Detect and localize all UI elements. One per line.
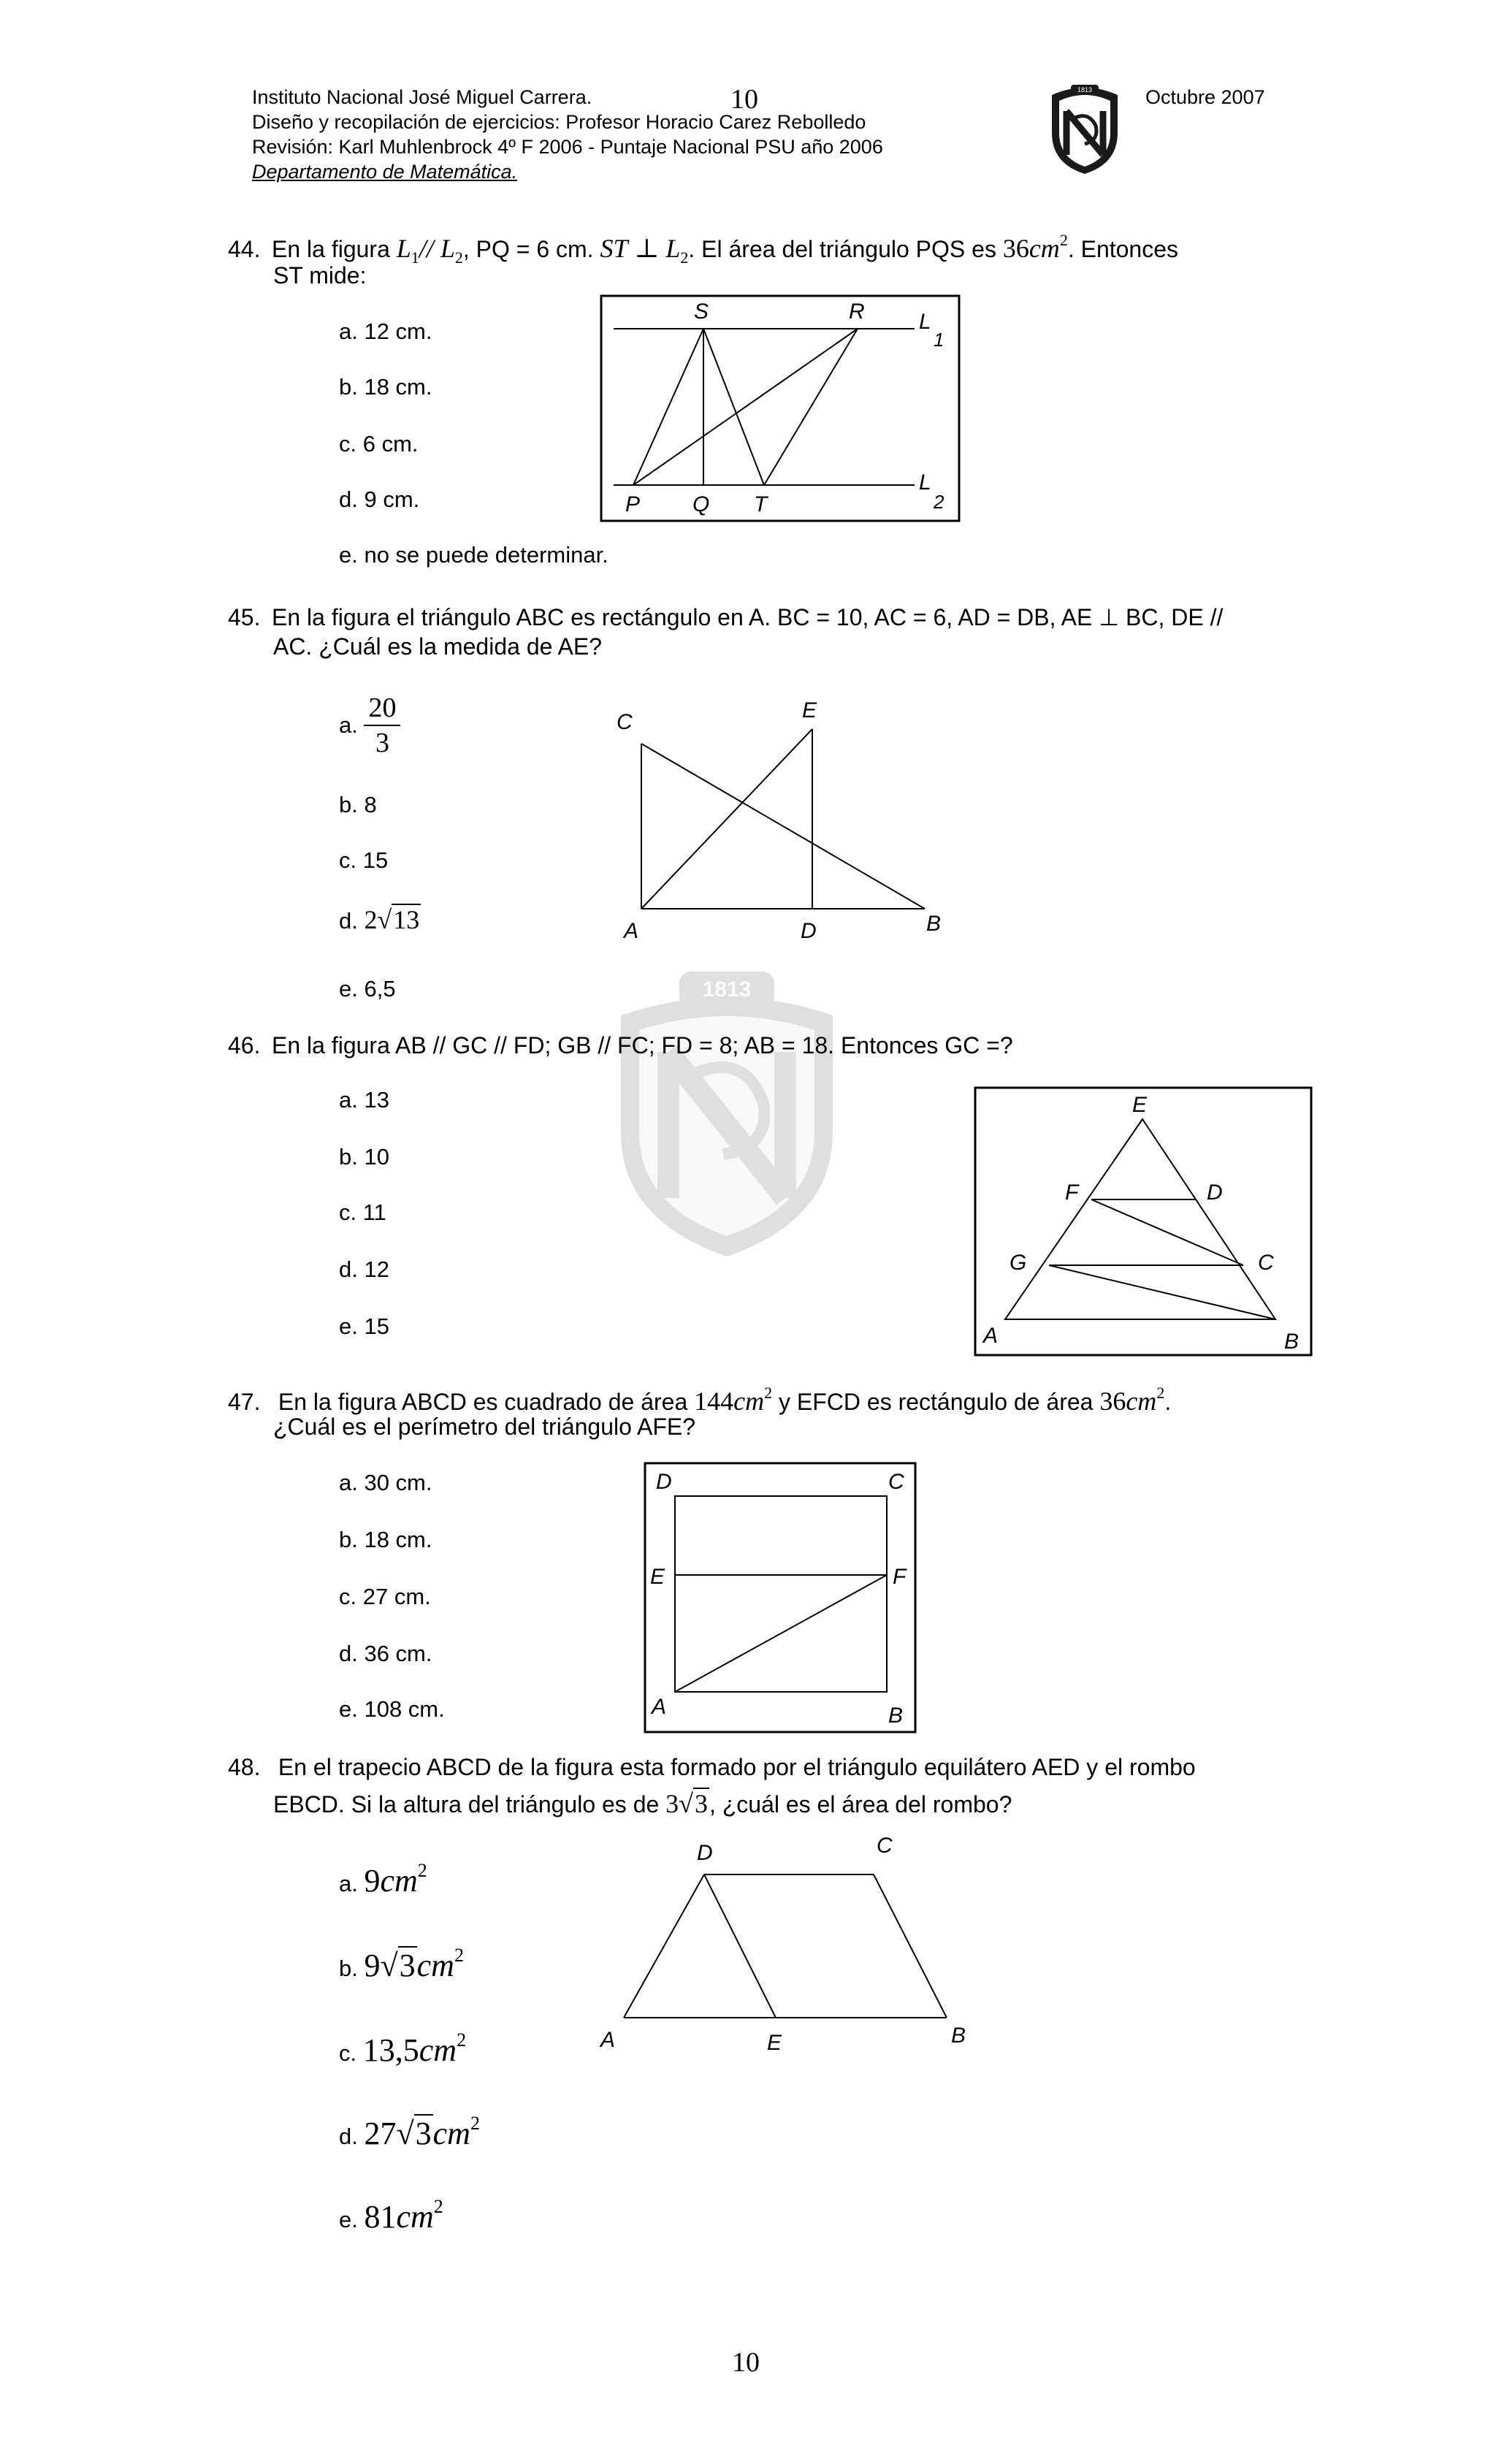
- watermark-year: 1813: [702, 977, 752, 1002]
- label-e: E: [650, 1565, 665, 1589]
- q45-option-b: b. 8: [339, 792, 377, 817]
- q44-figure-frame: [601, 296, 959, 521]
- label-f: F: [1065, 1180, 1079, 1205]
- label-a: A: [600, 2028, 616, 2052]
- label-q: Q: [692, 492, 710, 516]
- label-l1: L: [919, 310, 931, 334]
- triangle-eab: [1005, 1119, 1275, 1319]
- label-a: A: [624, 919, 639, 943]
- segment-af: [675, 1575, 887, 1692]
- segment-tr: [764, 329, 858, 485]
- q48-option-c: c. $13,5cm^2$: [339, 2029, 467, 2068]
- q47-option-a: a. 30 cm.: [339, 1470, 432, 1495]
- q45-option-c: c. 15: [339, 847, 389, 873]
- watermark-logo-icon: [606, 972, 847, 1264]
- label-c: C: [888, 1470, 904, 1494]
- label-g: G: [1010, 1251, 1027, 1275]
- label-d: D: [697, 1841, 713, 1865]
- segment-ae: [641, 729, 812, 909]
- label-e: E: [1132, 1093, 1148, 1117]
- label-e: E: [767, 2031, 782, 2055]
- q46-option-a: a. 13: [339, 1087, 389, 1113]
- q48-option-e: e. $81cm^2$: [339, 2196, 443, 2235]
- label-s: S: [694, 300, 709, 324]
- label-l2: L: [919, 470, 931, 495]
- label-d: D: [801, 919, 817, 943]
- q45-statement-line2: AC. ¿Cuál es la medida de AE?: [273, 633, 603, 660]
- label-b: B: [888, 1704, 904, 1728]
- header-author: Diseño y recopilación de ejercicios: Profesor Horacio Carez Rebolledo: [252, 111, 866, 133]
- school-logo-icon: [1045, 82, 1125, 177]
- label-d: D: [1207, 1180, 1223, 1205]
- q45-sqrt: √13: [377, 905, 420, 934]
- q46-statement: 46. En la figura AB // GC // FD; GB // FC; FD = 8; AB = 18. Entonces GC =?: [228, 1029, 1013, 1062]
- q44-number: 44.: [228, 236, 261, 262]
- page-number-top: 10: [730, 84, 758, 115]
- q47-option-c: c. 27 cm.: [339, 1584, 431, 1609]
- segment-ps: [633, 329, 703, 485]
- q47-figure: [644, 1462, 916, 1733]
- label-b: B: [951, 2024, 966, 2048]
- segment-cb: [874, 1874, 947, 2018]
- segment-fc: [1091, 1199, 1243, 1265]
- header-revision: Revisión: Karl Muhlenbrock 4º F 2006 - Puntaje Nacional PSU año 2006: [252, 136, 883, 158]
- q47-option-b: b. 18 cm.: [339, 1527, 432, 1552]
- q45-option-d: d. 2√13: [339, 905, 420, 934]
- q46-figure: [974, 1087, 1312, 1356]
- label-p: P: [625, 492, 641, 516]
- header-date: Octubre 2007: [1145, 86, 1265, 108]
- segment-st: [703, 329, 764, 485]
- q48-number: 48.: [228, 1754, 261, 1780]
- q48-option-a: a. $9cm^2$: [339, 1860, 427, 1899]
- label-d: D: [656, 1470, 672, 1494]
- q46-number: 46.: [228, 1032, 261, 1059]
- q47-statement-line2: ¿Cuál es el perímetro del triángulo AFE?: [273, 1414, 696, 1440]
- q48-height-sqrt: √3: [679, 1789, 708, 1818]
- q46-option-b: b. 10: [339, 1144, 389, 1170]
- q44-option-c: c. 6 cm.: [339, 431, 419, 457]
- q48-statement-line2: EBCD. Si la altura del triángulo es de 3√3, ¿cuál es el área del rombo?: [273, 1787, 1012, 1821]
- q48-statement: 48. En el trapecio ABCD de la figura esta formado por el triángulo equilátero AED y el rombo: [228, 1750, 1196, 1784]
- label-b: B: [926, 912, 942, 936]
- label-f: F: [893, 1565, 907, 1589]
- label-t: T: [754, 492, 768, 516]
- q45-statement: 45. En la figura el triángulo ABC es rectángulo en A. BC = 10, AC = 6, AD = DB, AE ⊥ BC, DE //: [228, 600, 1223, 634]
- segment-cb: [641, 744, 925, 909]
- segment-pr: [633, 329, 858, 485]
- q48-figure: [593, 1835, 973, 2054]
- q44-figure: [600, 295, 960, 522]
- label-a: A: [983, 1324, 999, 1348]
- q45-number: 45.: [228, 604, 261, 630]
- label-b: B: [1284, 1330, 1300, 1354]
- label-c: C: [1258, 1251, 1274, 1275]
- q47-statement: 47. En la figura ABCD es cuadrado de área $144cm^2$ y EFCD es rectángulo de área $36cm^2$.: [228, 1376, 1171, 1419]
- label-a: A: [652, 1695, 667, 1719]
- q44-option-a: a. 12 cm.: [339, 319, 432, 344]
- label-l1-sub: 1: [934, 329, 944, 351]
- q46-option-e: e. 15: [339, 1313, 389, 1339]
- segment-gb: [1049, 1265, 1275, 1319]
- square-abcd: [675, 1496, 887, 1692]
- segment-de: [704, 1874, 776, 2018]
- header-department: Departamento de Matemática.: [252, 161, 518, 183]
- label-r: R: [849, 300, 865, 324]
- q44-option-e: e. no se puede determinar.: [339, 542, 608, 568]
- label-c: C: [877, 1834, 893, 1858]
- q45-figure: [603, 693, 961, 948]
- q47-option-e: e. 108 cm.: [339, 1696, 445, 1722]
- q45-option-a: a. $\frac{20}{3}$: [339, 691, 400, 760]
- q46-option-d: d. 12: [339, 1256, 389, 1282]
- page-number-bottom: 10: [732, 2347, 760, 2378]
- q47-number: 47.: [228, 1389, 261, 1415]
- label-e: E: [802, 698, 817, 722]
- label-l2-sub: 2: [934, 491, 944, 513]
- q45-option-e: e. 6,5: [339, 976, 396, 1002]
- q44-statement-line2: ST mide:: [273, 262, 367, 289]
- q47-option-d: d. 36 cm.: [339, 1641, 432, 1666]
- q48-option-d: d. $27√3cm^2$: [339, 2113, 480, 2151]
- label-c: C: [617, 710, 633, 734]
- q44-option-d: d. 9 cm.: [339, 487, 420, 512]
- segment-ad: [624, 1874, 704, 2018]
- logo-year: 1813: [1077, 86, 1093, 94]
- q44-statement: 44. En la figura $L_1//$ $L_2$, PQ = 6 cm. ST ⊥ $L_2$. El área del triángulo PQS es $36cm^2$. Entonces: [228, 231, 1179, 267]
- header-institution: Instituto Nacional José Miguel Carrera.: [252, 86, 592, 108]
- q45-fraction: $\frac{20}{3}$: [364, 691, 400, 760]
- q44-option-b: b. 18 cm.: [339, 374, 432, 400]
- q48-option-b: b. $9√3cm^2$: [339, 1945, 464, 1983]
- q46-option-c: c. 11: [339, 1199, 386, 1225]
